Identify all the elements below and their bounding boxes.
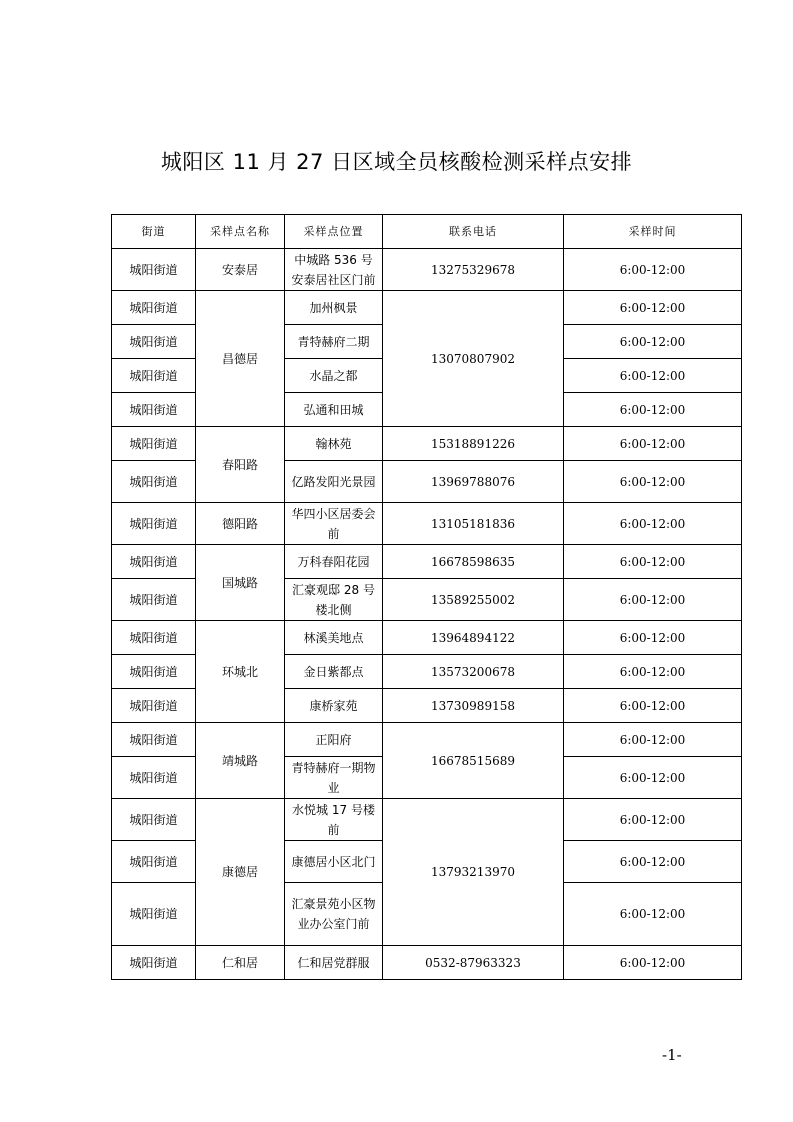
time-cell: 6:00-12:00 (564, 841, 742, 883)
site-name-cell: 德阳路 (196, 503, 285, 545)
street-cell: 城阳街道 (112, 291, 196, 325)
site-location-cell: 翰林苑 (285, 427, 383, 461)
table-row (112, 799, 742, 841)
table-row (112, 946, 742, 980)
table-row (112, 427, 742, 461)
street-cell: 城阳街道 (112, 757, 196, 799)
street-cell: 城阳街道 (112, 503, 196, 545)
street-cell: 城阳街道 (112, 621, 196, 655)
phone-cell: 15318891226 (383, 427, 564, 461)
table-row (112, 503, 742, 545)
phone-cell: 13573200678 (383, 655, 564, 689)
phone-cell: 16678515689 (383, 723, 564, 799)
site-name-cell: 安泰居 (196, 249, 285, 291)
header-phone: 联系电话 (383, 215, 564, 249)
table-row (112, 291, 742, 325)
table-header-row (112, 215, 742, 249)
site-location-cell: 青特赫府二期 (285, 325, 383, 359)
site-location-cell: 青特赫府一期物业 (285, 757, 383, 799)
time-cell: 6:00-12:00 (564, 757, 742, 799)
time-cell: 6:00-12:00 (564, 621, 742, 655)
time-cell: 6:00-12:00 (564, 249, 742, 291)
table-row (112, 545, 742, 579)
time-cell: 6:00-12:00 (564, 655, 742, 689)
street-cell: 城阳街道 (112, 655, 196, 689)
street-cell: 城阳街道 (112, 359, 196, 393)
site-location-cell: 康桥家苑 (285, 689, 383, 723)
time-cell: 6:00-12:00 (564, 393, 742, 427)
time-cell: 6:00-12:00 (564, 461, 742, 503)
street-cell: 城阳街道 (112, 325, 196, 359)
site-location-cell: 汇豪观邸 28 号楼北侧 (285, 579, 383, 621)
header-site-name: 采样点名称 (196, 215, 285, 249)
site-location-cell: 正阳府 (285, 723, 383, 757)
site-location-cell: 水晶之都 (285, 359, 383, 393)
site-name-cell: 昌德居 (196, 291, 285, 427)
table-row (112, 621, 742, 655)
site-location-cell: 华四小区居委会前 (285, 503, 383, 545)
street-cell: 城阳街道 (112, 799, 196, 841)
site-name-cell: 春阳路 (196, 427, 285, 503)
street-cell: 城阳街道 (112, 545, 196, 579)
site-name-cell: 环城北 (196, 621, 285, 723)
time-cell: 6:00-12:00 (564, 946, 742, 980)
time-cell: 6:00-12:00 (564, 579, 742, 621)
phone-cell: 13969788076 (383, 461, 564, 503)
time-cell: 6:00-12:00 (564, 689, 742, 723)
site-location-cell: 万科春阳花园 (285, 545, 383, 579)
time-cell: 6:00-12:00 (564, 883, 742, 946)
table-row (112, 249, 742, 291)
site-location-cell: 亿路发阳光景园 (285, 461, 383, 503)
phone-cell: 13070807902 (383, 291, 564, 427)
site-location-cell: 加州枫景 (285, 291, 383, 325)
site-location-cell: 汇豪景苑小区物业办公室门前 (285, 883, 383, 946)
phone-cell: 13793213970 (383, 799, 564, 946)
site-location-cell: 康德居小区北门 (285, 841, 383, 883)
site-location-cell: 金日紫都点 (285, 655, 383, 689)
phone-cell: 0532-87963323 (383, 946, 564, 980)
time-cell: 6:00-12:00 (564, 799, 742, 841)
street-cell: 城阳街道 (112, 946, 196, 980)
site-location-cell: 林溪美地点 (285, 621, 383, 655)
street-cell: 城阳街道 (112, 461, 196, 503)
street-cell: 城阳街道 (112, 723, 196, 757)
site-location-cell: 弘通和田城 (285, 393, 383, 427)
phone-cell: 13275329678 (383, 249, 564, 291)
time-cell: 6:00-12:00 (564, 359, 742, 393)
sampling-schedule-table (111, 214, 742, 980)
time-cell: 6:00-12:00 (564, 545, 742, 579)
phone-cell: 13589255002 (383, 579, 564, 621)
phone-cell: 16678598635 (383, 545, 564, 579)
phone-cell: 13730989158 (383, 689, 564, 723)
site-name-cell: 靖城路 (196, 723, 285, 799)
table-row (112, 723, 742, 757)
header-site-location: 采样点位置 (285, 215, 383, 249)
header-time: 采样时间 (564, 215, 742, 249)
street-cell: 城阳街道 (112, 249, 196, 291)
street-cell: 城阳街道 (112, 427, 196, 461)
site-name-cell: 国城路 (196, 545, 285, 621)
site-name-cell: 康德居 (196, 799, 285, 946)
site-location-cell: 仁和居党群服 (285, 946, 383, 980)
site-location-cell: 水悦城 17 号楼前 (285, 799, 383, 841)
phone-cell: 13105181836 (383, 503, 564, 545)
time-cell: 6:00-12:00 (564, 503, 742, 545)
time-cell: 6:00-12:00 (564, 325, 742, 359)
page-title: 城阳区 11 月 27 日区域全员核酸检测采样点安排 (160, 150, 633, 174)
street-cell: 城阳街道 (112, 689, 196, 723)
time-cell: 6:00-12:00 (564, 427, 742, 461)
time-cell: 6:00-12:00 (564, 723, 742, 757)
street-cell: 城阳街道 (112, 883, 196, 946)
site-name-cell: 仁和居 (196, 946, 285, 980)
street-cell: 城阳街道 (112, 393, 196, 427)
page-number: -1- (662, 1046, 682, 1064)
time-cell: 6:00-12:00 (564, 291, 742, 325)
site-location-cell: 中城路 536 号安泰居社区门前 (285, 249, 383, 291)
phone-cell: 13964894122 (383, 621, 564, 655)
header-street: 街道 (112, 215, 196, 249)
street-cell: 城阳街道 (112, 579, 196, 621)
street-cell: 城阳街道 (112, 841, 196, 883)
